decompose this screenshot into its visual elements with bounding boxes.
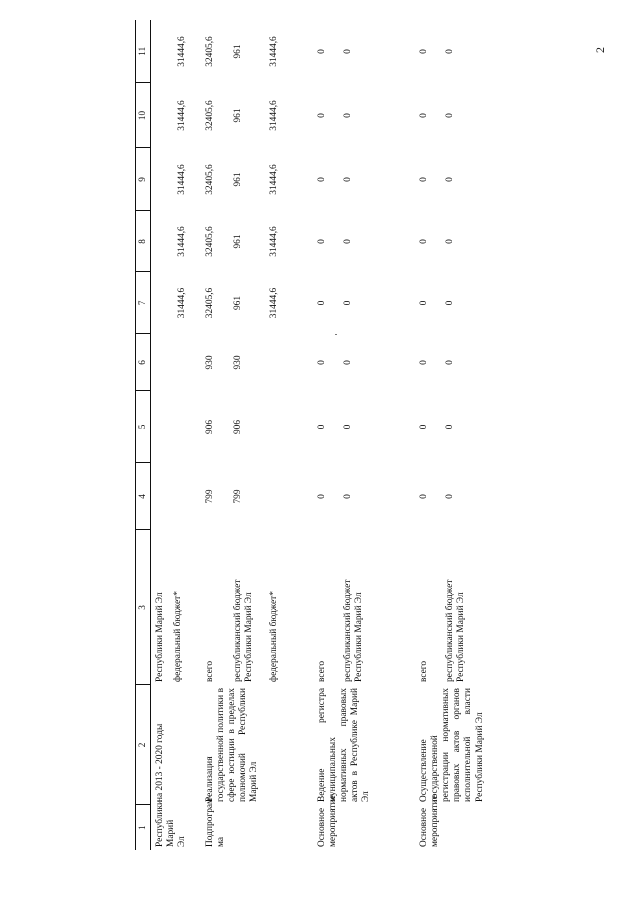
value-cell-8: 0 — [418, 239, 429, 244]
value-cell-11 — [151, 20, 173, 83]
value-cell-11: 0 — [444, 49, 455, 54]
column-header-4: 4 — [136, 463, 151, 530]
value-cell-5: 0 — [418, 424, 429, 430]
value-cell-4: 799 — [232, 489, 243, 504]
value-cell-11: 961 — [232, 44, 243, 59]
value-cell-8: 0 — [342, 239, 353, 244]
value-cell-11: 0 — [342, 49, 353, 54]
value-cell-10: 0 — [316, 113, 327, 118]
value-cell-9: 0 — [316, 177, 327, 182]
value-cell-6 — [151, 334, 173, 391]
row-type-cell: Подпрограм-ма — [204, 794, 226, 847]
column-header-7: 7 — [136, 272, 151, 334]
value-cell-10: 0 — [342, 113, 353, 118]
value-cell-7: 31444,6 — [176, 287, 187, 319]
table-row — [151, 20, 173, 850]
value-cell-4: 0 — [444, 494, 455, 499]
value-cell-8: 0 — [316, 239, 327, 244]
value-cell-10: 961 — [232, 108, 243, 123]
rotated-table-wrapper — [135, 20, 640, 850]
value-cell-6: 0 — [418, 360, 429, 365]
column-header-6: 6 — [136, 334, 151, 391]
value-cell-9: 32405,6 — [204, 164, 215, 195]
value-cell-8: 961 — [232, 234, 243, 249]
value-cell-7: 0 — [342, 300, 353, 306]
funding-source-cell: Республики Марий Эл — [155, 592, 165, 682]
column-header-11: 11 — [136, 20, 151, 83]
header-row — [136, 20, 151, 850]
value-cell-5 — [265, 391, 313, 463]
value-cell-10: 0 — [418, 113, 429, 118]
value-cell-11: 32405,6 — [204, 36, 215, 67]
value-cell-6: 0 — [342, 360, 353, 365]
value-cell-8: 31444,6 — [268, 226, 279, 257]
column-header-9: 9 — [136, 148, 151, 211]
value-cell-8: 31444,6 — [176, 226, 187, 257]
funding-source-cell: федеральный бюджет* — [172, 591, 183, 682]
table-row — [201, 20, 229, 850]
funding-source-cell: всего — [418, 660, 429, 682]
value-cell-9: 0 — [418, 177, 429, 182]
row-type-cell: Основное мероприятие — [316, 795, 338, 847]
value-cell-4 — [173, 463, 201, 530]
value-cell-9: 31444,6 — [268, 164, 279, 195]
column-header-5: 5 — [136, 391, 151, 463]
column-header-3: 3 — [136, 530, 151, 685]
value-cell-4: 0 — [316, 494, 327, 499]
value-cell-5 — [151, 391, 173, 463]
value-cell-4 — [151, 463, 173, 530]
value-cell-4 — [265, 463, 313, 530]
value-cell-7: 961 — [232, 295, 243, 311]
page-number: 2 — [593, 47, 607, 53]
row-description-cell: на 2013 - 2020 годы — [155, 723, 165, 802]
value-cell-4: 0 — [418, 494, 429, 499]
value-cell-4: 0 — [342, 494, 353, 499]
value-cell-11: 0 — [316, 49, 327, 54]
funding-source-cell: республиканский бюджет Республики Марий Эл — [232, 579, 254, 682]
value-cell-8: 32405,6 — [204, 226, 215, 257]
funding-source-cell: республиканский бюджет Республики Марий Эл — [444, 579, 466, 682]
value-cell-5: 906 — [204, 419, 215, 435]
value-cell-6: 930 — [232, 355, 243, 370]
funding-source-cell: республиканский бюджет Республики Марий Эл — [342, 579, 364, 682]
value-cell-6 — [265, 334, 313, 391]
budget-table — [135, 20, 551, 850]
row-type-cell: Основное мероприятие — [418, 795, 440, 847]
table-row — [415, 20, 441, 850]
value-cell-9: 0 — [342, 177, 353, 182]
value-cell-11: 31444,6 — [176, 36, 187, 67]
column-header-10: 10 — [136, 83, 151, 148]
value-cell-7 — [151, 272, 173, 334]
value-cell-9: 31444,6 — [176, 164, 187, 195]
value-cell-10: 0 — [444, 113, 455, 118]
value-cell-7: 31444,6 — [268, 287, 279, 319]
column-header-8: 8 — [136, 211, 151, 272]
value-cell-8: 0 — [444, 239, 455, 244]
value-cell-7: 0 — [444, 300, 455, 306]
row-description-cell: Реализация государственной политики в сфере юстиции в пределах полномочий Республики Марий Эл — [204, 688, 260, 802]
value-cell-10 — [151, 83, 173, 148]
column-header-1: 1 — [136, 805, 151, 850]
value-cell-5: 906 — [232, 419, 243, 435]
row-description-cell: Ведение регистра муниципальных нормативных правовых актов в Республике Марий Эл — [316, 688, 372, 802]
value-cell-10: 32405,6 — [204, 100, 215, 131]
value-cell-10: 31444,6 — [268, 100, 279, 131]
row-type-cell: Республики Марий Эл — [155, 799, 188, 847]
column-header-2: 2 — [136, 685, 151, 805]
value-cell-11: 31444,6 — [268, 36, 279, 67]
row-description-cell: Осуществление государственной регистрации нормативных правовых актов органов исполнительной власти Республики Марий Эл — [418, 688, 485, 802]
value-cell-7: 0 — [418, 300, 429, 306]
value-cell-9: 961 — [232, 172, 243, 187]
value-cell-10: 31444,6 — [176, 100, 187, 131]
value-cell-7: 32405,6 — [204, 287, 215, 319]
value-cell-6: 0 — [444, 360, 455, 365]
value-cell-6: 930 — [204, 355, 215, 370]
table-row — [313, 20, 339, 850]
funding-source-cell: всего — [316, 660, 327, 682]
value-cell-7: 0 — [316, 300, 327, 306]
value-cell-5: 0 — [342, 424, 353, 430]
value-cell-6: 0 — [316, 360, 327, 365]
value-cell-5: 0 — [316, 424, 327, 430]
value-cell-4: 799 — [204, 489, 215, 504]
funding-source-cell: федеральный бюджет* — [268, 591, 279, 682]
value-cell-6 — [173, 334, 201, 391]
funding-source-cell: всего — [204, 660, 215, 682]
value-cell-5 — [173, 391, 201, 463]
value-cell-9: 0 — [444, 177, 455, 182]
value-cell-5: 0 — [444, 424, 455, 430]
value-cell-8 — [151, 211, 173, 272]
value-cell-11: 0 — [418, 49, 429, 54]
value-cell-9 — [151, 148, 173, 211]
